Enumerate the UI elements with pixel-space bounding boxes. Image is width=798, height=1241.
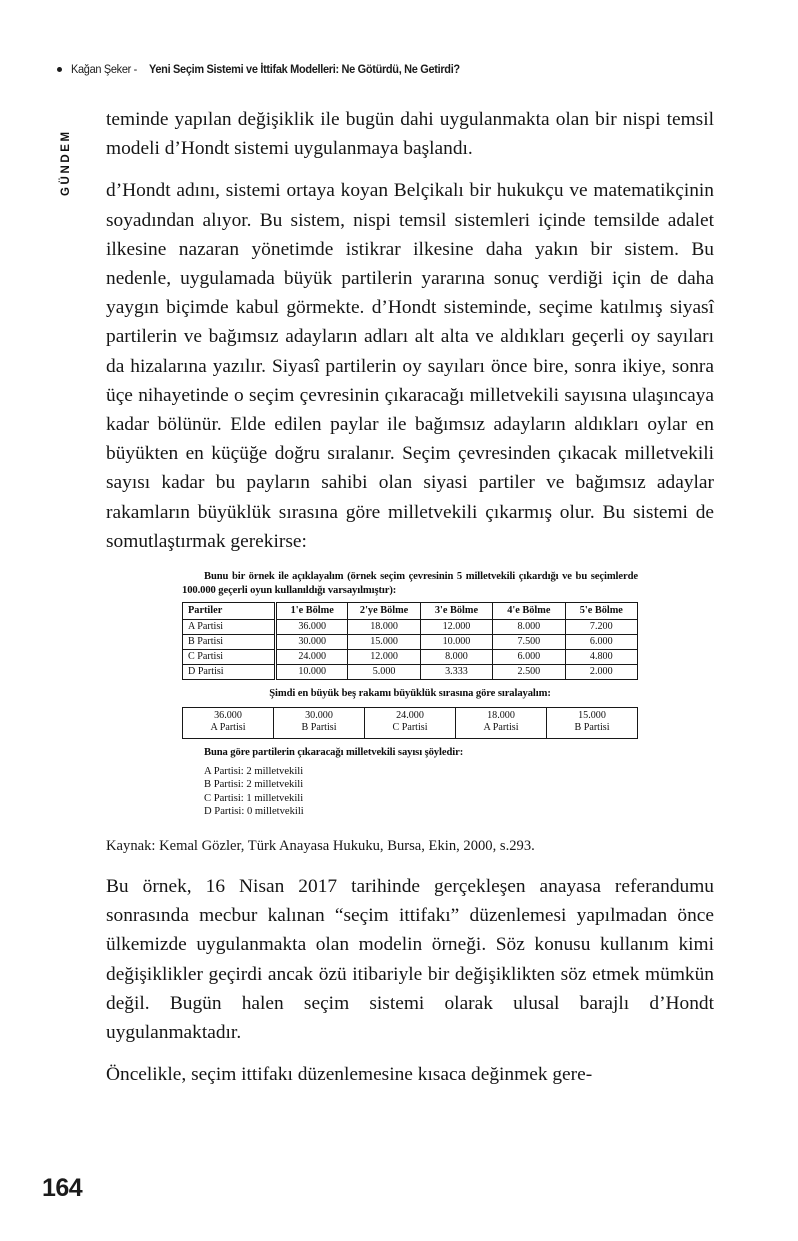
table-row [183,665,638,680]
cell-value: 24.000 [276,650,348,665]
cell-value: 30.000 [276,635,348,650]
ranking-cell [274,707,365,738]
seats-intro-text: Buna göre partilerin çıkaracağı milletvekili sayısı şöyledir: [204,746,464,758]
table-row [183,650,638,665]
ranking-cell [456,707,547,738]
cell-value: 10.000 [276,665,348,680]
cell-value: 6.000 [565,635,637,650]
paragraph-dhondt-explanation: d’Hondt adını, sistemi ortaya koyan Belçikalı bir hukukçu ve matematikçinin soyadından alıyor. Bu sistem, nispi temsil sistemleri içinde temsilde adalet ilkesine nazaran yönetimde istikrar ilkesine daha yakın bir sistem. Bu nedenle, uygulamada büyük partilerin yararına sonuç verdiği için de daha yaygın biçimde kabul görmekte. d’Hondt sisteminde, seçime katılmış siyasî partilerin ve bağımsız adayların adları alt alta ve aldıkları geçerli oy sayıları da hizalarına yazılır. Siyasî partilerin oy sayıları önce bire, sonra ikiye, sonra üçe nihayetinde o seçim çevresinin çıkaracağı milletvekili sayısına ulaşıncaya kadar bölünür. Elde edilen paylar ile bağımsız adayların aldıkları oylar en büyükten en küçüğe doğru sıralanır. Seçim çevresinden çıkacak milletvekili sayısı kadar bu payların sahibi olan siyasi partiler ve bağımsız adaylar rakamların büyüklük sırasına göre milletvekili çıkarmış olur. Bu sistemi de somutlaştırmak gerekirse: [106,180,714,552]
ranking-value: 18.000 [487,709,515,721]
header-article-title: Yeni Seçim Sistemi ve İttifak Modelleri: Ne Götürdü, Ne Getirdi? [149,62,461,76]
cell-value: 18.000 [348,620,420,635]
paragraph-referendum: Bu örnek, 16 Nisan 2017 tarihinde gerçekleşen anayasa referandumu sonrasında mecbur kalınan “seçim ittifakı” düzenlemesi yapılmadan önce ülkemizde uygulanmakta olan modelin örneği. Söz konusu kullanım kimi değişiklikler geçirdi ancak özü itibariyle bir değişiklikten söz etmek mümkün değil. Bugün halen seçim sistemi olarak ulusal barajlı d’Hondt uygulanmaktadır. [106,876,714,1044]
ranking-cell [183,707,274,738]
paragraph-continuation: teminde yapılan değişiklik ile bugün dahi uygulanmakta olan bir nispi temsil modeli d’Hondt sistemi uygulanmaya başlandı. [106,109,714,160]
cell-value: 8.000 [420,650,492,665]
ranking-intro-text: Şimdi en büyük beş rakamı büyüklük sırasına göre sıralayalım: [269,688,551,700]
column-header-divide-2: 2'ye Bölme [348,603,420,620]
list-item: A Partisi: 2 milletvekili [204,766,304,778]
cell-value: 12.000 [348,650,420,665]
cell-value: 2.500 [493,665,565,680]
section-tab-label: GÜNDEM [60,129,72,196]
ranking-value: 24.000 [396,709,424,721]
column-header-divide-4: 4'e Bölme [493,603,565,620]
table-row [183,707,638,738]
column-header-divide-1: 1'e Bölme [276,603,348,620]
cell-value: 4.800 [565,650,637,665]
header-author: Kağan Şeker - [71,62,138,76]
seat-allocation-list [182,765,638,818]
page-number: 164 [42,1174,83,1202]
cell-value: 12.000 [420,620,492,635]
column-header-divide-5: 5'e Bölme [565,603,637,620]
cell-value: 7.500 [493,635,565,650]
cell-value: 15.000 [348,635,420,650]
bullet-icon [57,67,62,72]
cell-value: 5.000 [348,665,420,680]
column-header-divide-3: 3'e Bölme [420,603,492,620]
running-header [57,62,747,76]
ranking-party: A Partisi [483,722,519,734]
table-header-row [183,603,638,620]
cell-party: C Partisi [183,650,276,665]
ranking-value: 15.000 [578,709,606,721]
table-row [183,620,638,635]
section-tab [44,88,72,198]
ranking-cell [547,707,638,738]
ranking-party: B Partisi [574,722,610,734]
list-item: B Partisi: 2 milletvekili [204,779,304,791]
cell-value: 10.000 [420,635,492,650]
division-table [182,602,638,680]
ranking-value: 30.000 [305,709,333,721]
cell-value: 2.000 [565,665,637,680]
source-citation: Kaynak: Kemal Gözler, Türk Anayasa Hukuku, Bursa, Ekin, 2000, s.293. [106,838,535,855]
column-header-parties: Partiler [183,603,276,620]
ranking-cell [365,707,456,738]
cell-party: D Partisi [183,665,276,680]
text-column [106,105,714,1089]
cell-value: 8.000 [493,620,565,635]
cell-value: 36.000 [276,620,348,635]
cell-value: 3.333 [420,665,492,680]
cell-party: B Partisi [183,635,276,650]
ranking-party: B Partisi [301,722,337,734]
paragraph-alliance-intro: Öncelikle, seçim ittifakı düzenlemesine kısaca değinmek gere- [106,1064,593,1086]
cell-value: 7.200 [565,620,637,635]
ranking-value: 36.000 [214,709,242,721]
ranking-party: C Partisi [392,722,428,734]
ranking-table [182,707,638,739]
list-item: C Partisi: 1 milletvekili [204,792,304,804]
dhondt-example-figure [106,570,714,818]
list-item: D Partisi: 0 milletvekili [204,805,304,817]
cell-party: A Partisi [183,620,276,635]
figure-intro-text: Bunu bir örnek ile açıklayalım (örnek seçim çevresinin 5 milletvekili çıkardığı ve bu seçimlerde 100.000 geçerli oyun kullanıldığı varsayılmıştır): [182,571,638,596]
table-row [183,635,638,650]
cell-value: 6.000 [493,650,565,665]
ranking-party: A Partisi [210,722,246,734]
